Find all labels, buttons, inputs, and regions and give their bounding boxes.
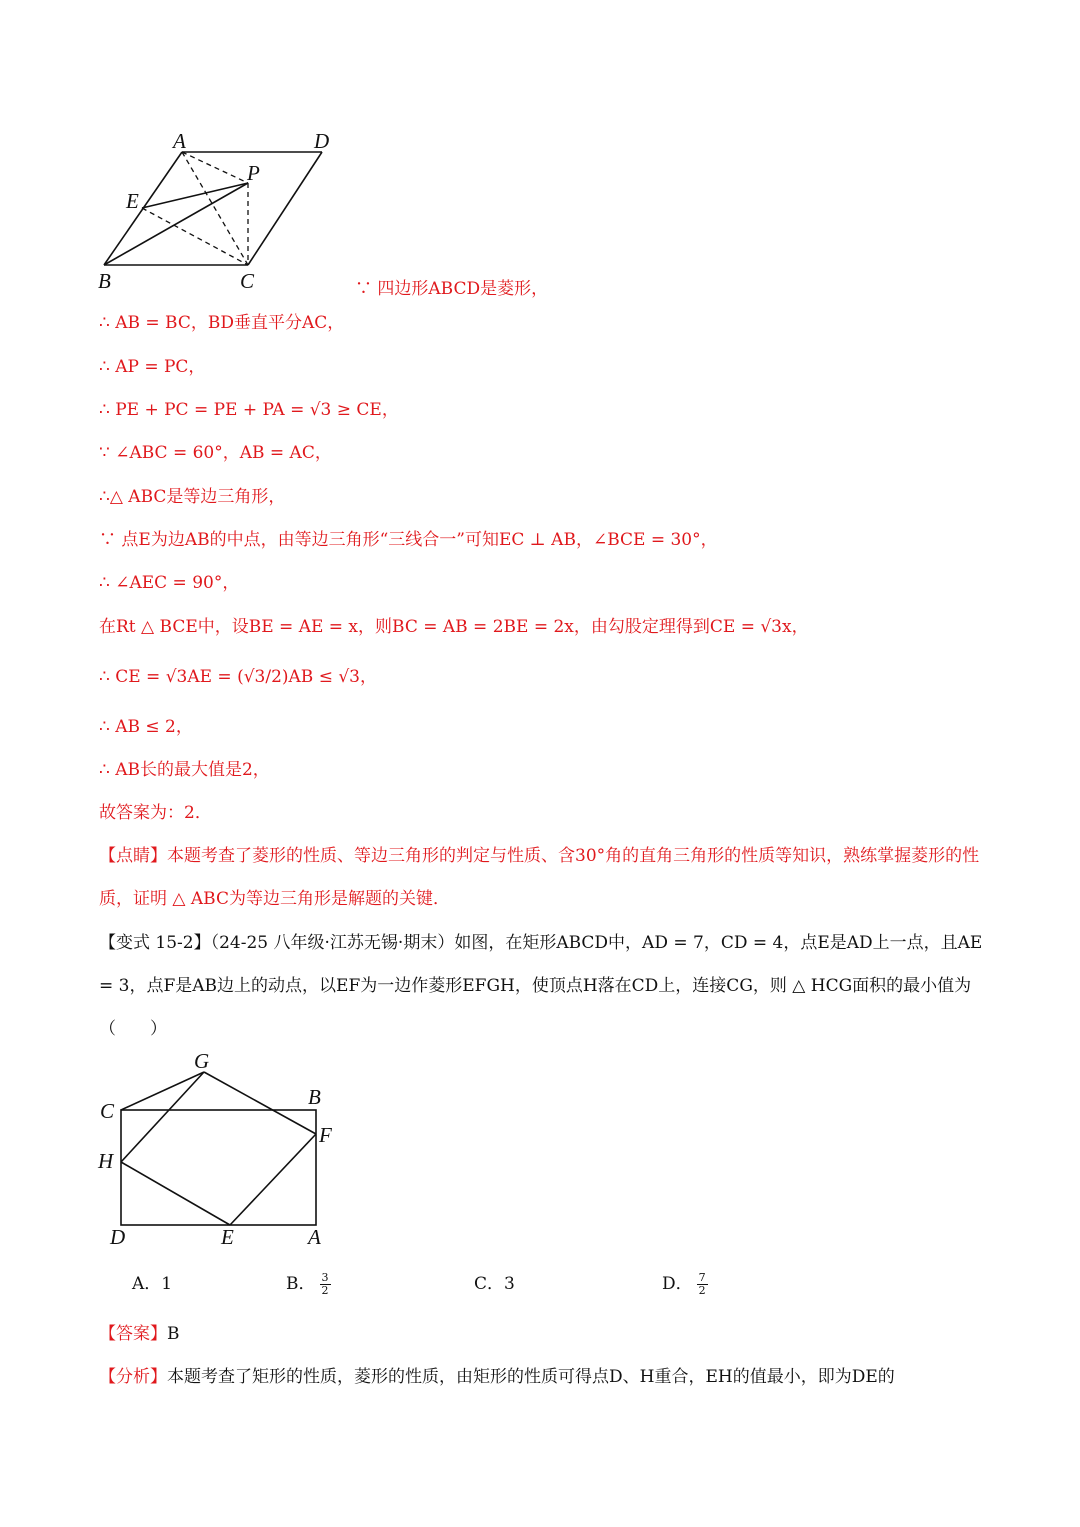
solution-line: ∴ AP = PC， [99, 357, 206, 377]
answer-value: B [167, 1324, 180, 1344]
analysis-text: 本题考查了矩形的性质，菱形的性质，由矩形的性质可得点D、H重合，EH的值最小，即为DE的 [167, 1367, 895, 1387]
answer-tag: 【答案】 [99, 1324, 167, 1344]
label-D: D [110, 1225, 126, 1249]
label-A: A [308, 1225, 321, 1249]
fraction: $\frac{3}{2}$ [321, 1271, 329, 1297]
option-c[interactable]: C．3 [474, 1274, 515, 1294]
solution-line: 故答案为：2． [99, 803, 212, 823]
rhombus-figure [90, 128, 350, 296]
option-a[interactable]: A．1 [132, 1274, 173, 1294]
solution-line: ∵ 点E为边AB的中点，由等边三角形“三线合一”可知EC ⊥ AB，∠BCE = 30°， [99, 530, 718, 550]
fraction: $\frac{7}{2}$ [698, 1271, 706, 1297]
label-P: P [247, 161, 260, 185]
solution-line: ∴ AB长的最大值是2， [99, 760, 270, 780]
solution-line: ∴ AB ≤ 2， [99, 717, 193, 737]
solution-line: ∴ CE = √3AE = (√3/2)AB ≤ √3， [99, 667, 378, 687]
solution-line: ∵ ∠ABC = 60°，AB = AC， [99, 443, 332, 463]
label-B: B [308, 1085, 321, 1109]
label-E: E [221, 1225, 234, 1249]
solution-line: 在Rt △ BCE中，设BE = AE = x，则BC = AB = 2BE = 2x，由勾股定理得到CE = √3x， [99, 617, 809, 637]
problem-tag: 【变式 15-2】 [99, 933, 211, 953]
solution-line: ∴ PE + PC = PE + PA = √3 ≥ CE， [99, 400, 399, 420]
label-H: H [98, 1149, 114, 1173]
label-F: F [319, 1123, 332, 1147]
comment-tag: 【点睛】 [99, 846, 167, 866]
analysis-tag: 【分析】 [99, 1367, 167, 1387]
label-A: A [173, 129, 186, 153]
problem-statement [99, 922, 983, 1051]
label-B: B [98, 269, 111, 293]
analysis-line [99, 1364, 895, 1390]
option-b[interactable]: B． $\frac{3}{2}$ [286, 1271, 329, 1297]
solution-line: ∴ ∠AEC = 90°， [99, 573, 240, 593]
label-D: D [314, 129, 330, 153]
solution-comment [99, 835, 983, 921]
label-C: C [240, 269, 255, 293]
answer-line [99, 1321, 180, 1347]
rectangle-figure [90, 1050, 350, 1250]
solution-line: ∴ AB = BC，BD垂直平分AC， [99, 313, 345, 333]
comment-text: 本题考查了菱形的性质、等边三角形的判定与性质、含30°角的直角三角形的性质等知识，熟练掌握菱形的性质，证明 △ ABC为等边三角形是解题的关键． [99, 846, 980, 909]
solution-line: ∴△ ABC是等边三角形， [99, 487, 286, 507]
solution-line: ∵ 四边形ABCD是菱形， [355, 279, 549, 299]
option-d[interactable]: D． $\frac{7}{2}$ [662, 1271, 706, 1297]
problem-text: （24-25 八年级·江苏无锡·期末）如图，在矩形ABCD中，AD = 7，CD = 4，点E是AD上一点，且AE = 3，点F是AB边上的动点，以EF为一边作菱形EFGH，使顶点H落在CD上，连接CG，则 △ HCG面积的最小值为（ ） [99, 933, 983, 1039]
label-E: E [126, 189, 139, 213]
label-C: C [100, 1099, 115, 1123]
label-G: G [194, 1050, 210, 1073]
